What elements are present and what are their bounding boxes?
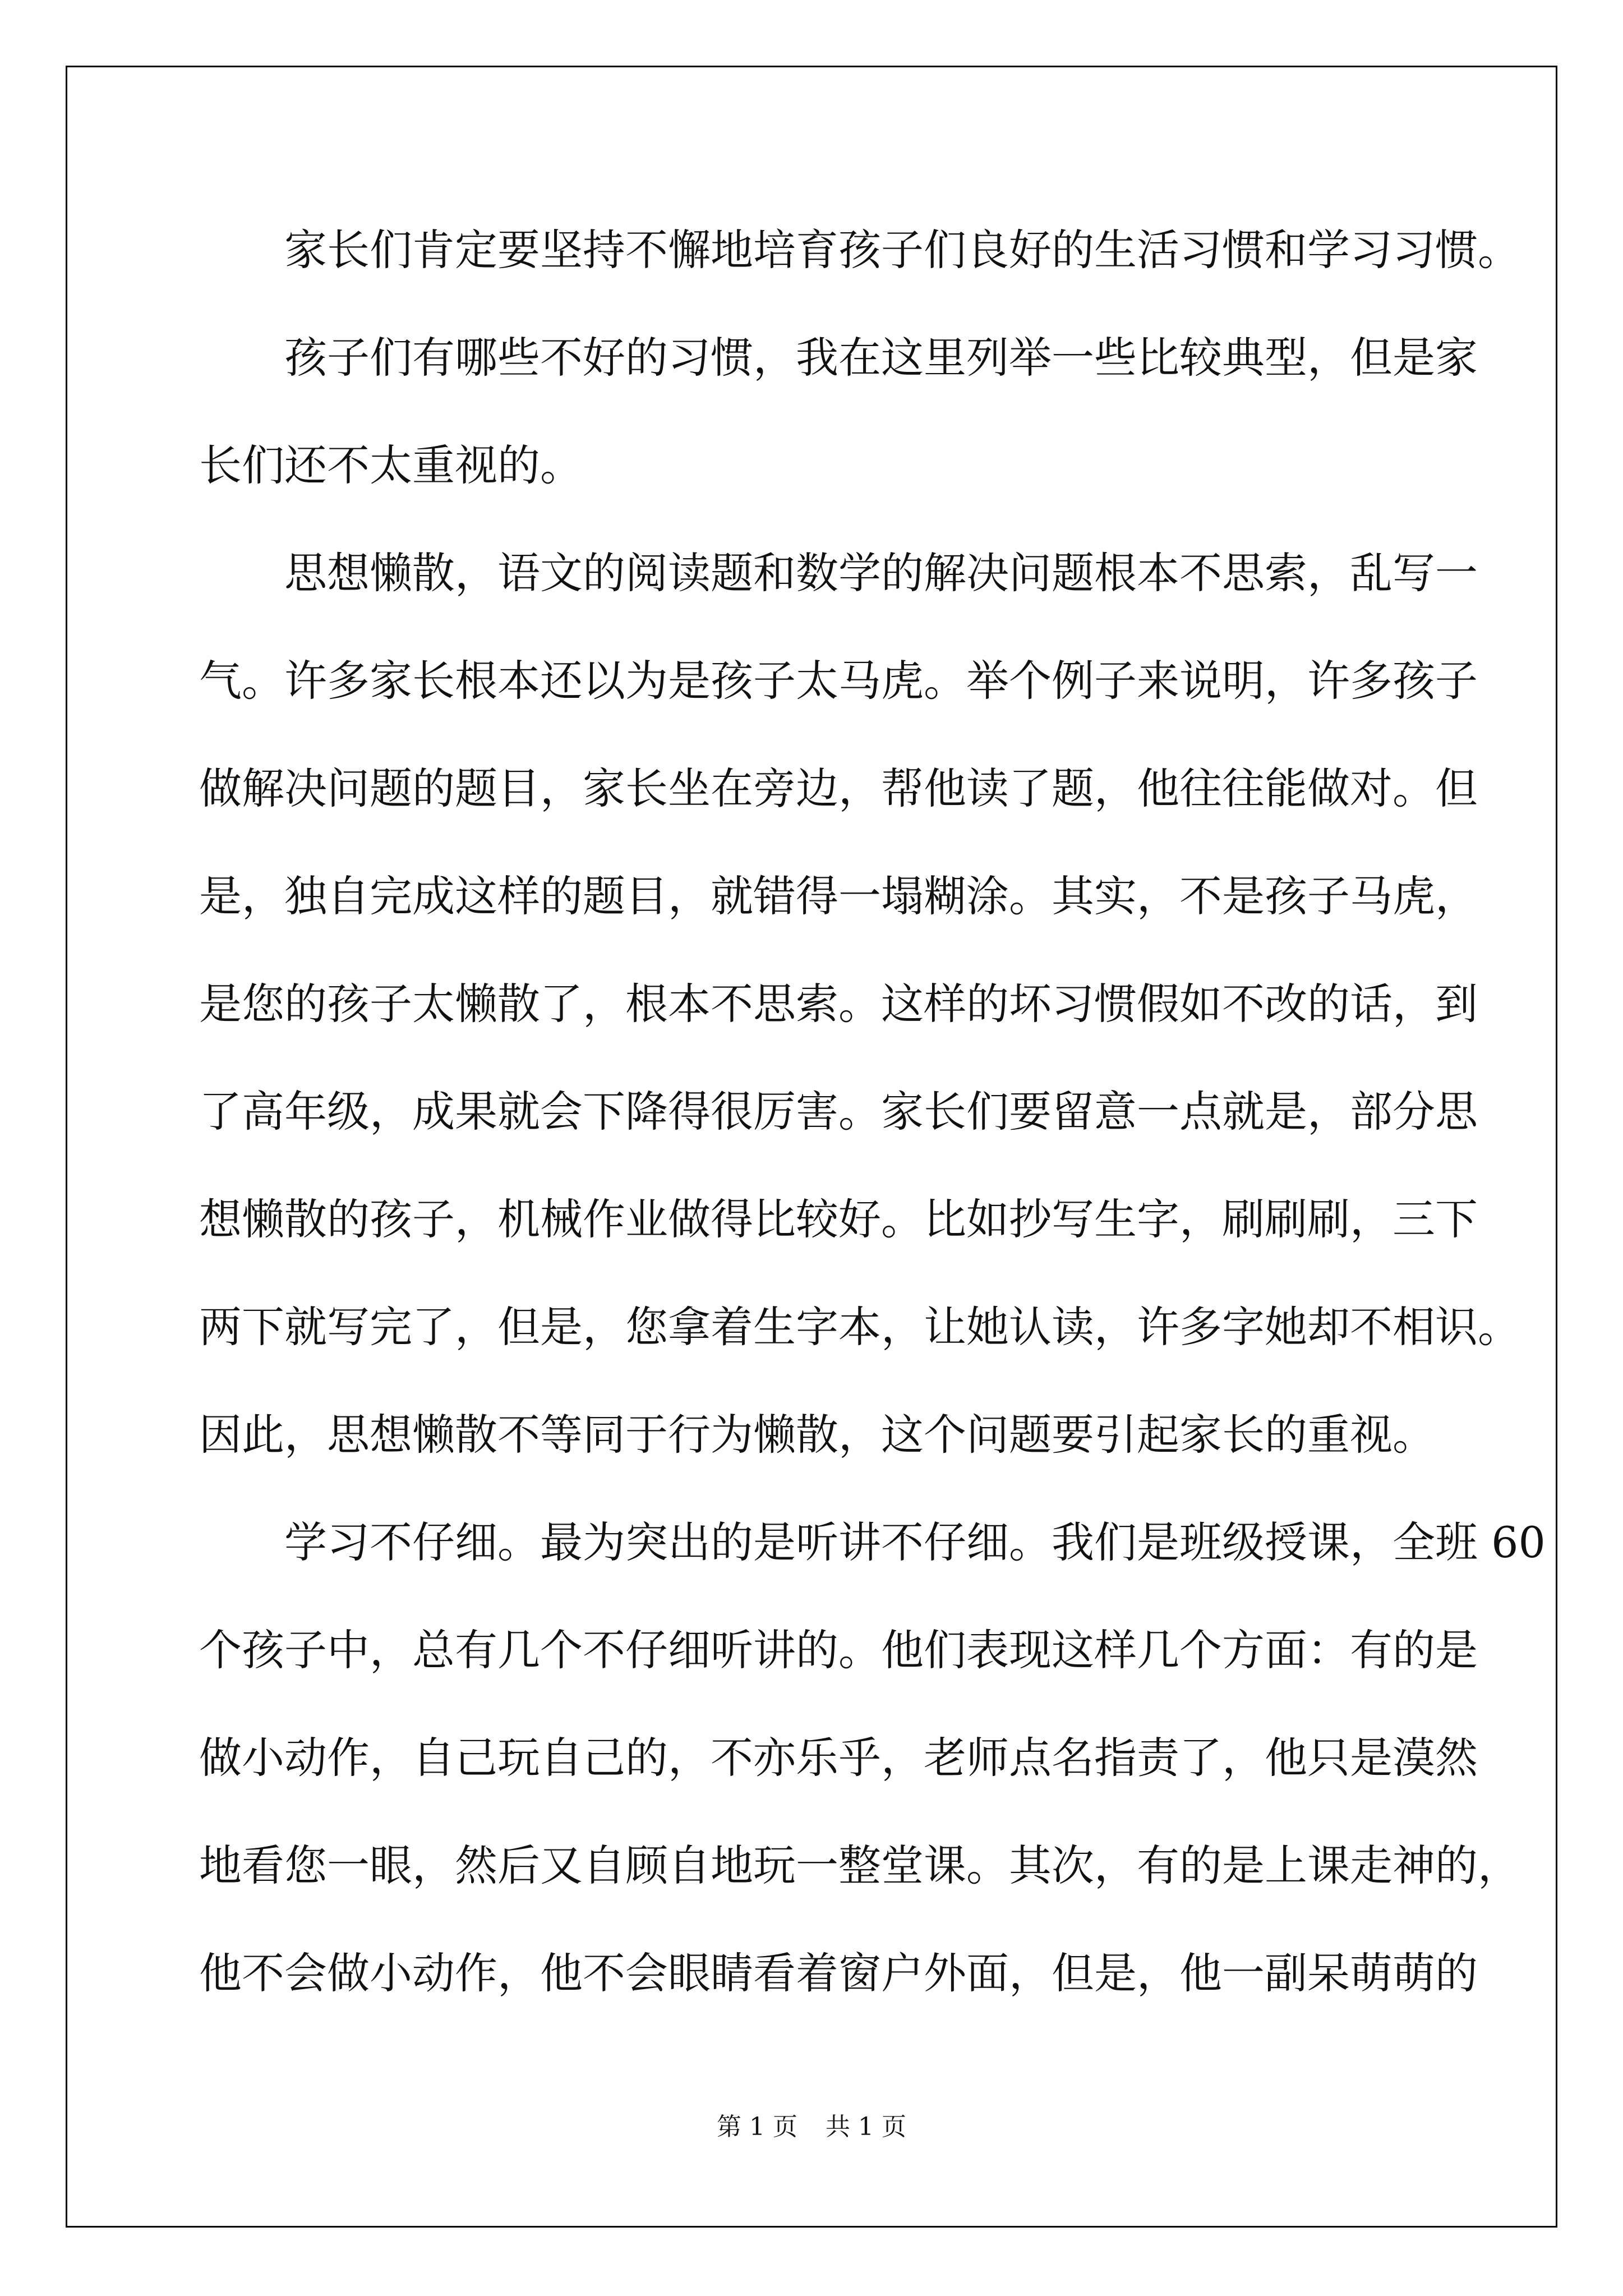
text-line: 长们还不太重视的。 [199, 440, 583, 490]
text-line: 个孩子中，总有几个不仔细听讲的。他们表现这样几个方面：有的是 [199, 1625, 1478, 1675]
text-line: 气。许多家长根本还以为是孩子太马虎。举个例子来说明，许多孩子 [199, 656, 1478, 706]
text-line: 孩子们有哪些不好的习惯，我在这里列举一些比较典型，但是家 [284, 333, 1478, 383]
document-body [199, 196, 1546, 2027]
page-total: 共 1 页 [826, 2113, 906, 2141]
text-line: 他不会做小动作，他不会眼睛看着窗户外面，但是，他一副呆萌萌的 [199, 1948, 1478, 1998]
paragraph-3 [199, 519, 1520, 1489]
paragraph-4 [199, 1489, 1546, 2027]
text-line: 两下就写完了，但是，您拿着生字本，让她认读，许多字她却不相识。 [199, 1302, 1520, 1352]
page-number: 第 1 页 [717, 2113, 797, 2141]
paragraph-2 [199, 304, 1478, 519]
page-footer [0, 2106, 1623, 2142]
text-line: 做小动作，自己玩自己的，不亦乐乎，老师点名指责了，他只是漠然 [199, 1733, 1478, 1783]
text-line: 是您的孩子太懒散了，根本不思索。这样的坏习惯假如不改的话，到 [199, 979, 1478, 1029]
paragraph-1 [199, 196, 1520, 304]
text-line: 做解决问题的题目，家长坐在旁边，帮他读了题，他往往能做对。但 [199, 763, 1478, 813]
text-line: 是，独自完成这样的题目，就错得一塌糊涂。其实，不是孩子马虎， [199, 871, 1478, 921]
text-line: 地看您一眼，然后又自顾自地玩一整堂课。其次，有的是上课走神的， [199, 1841, 1520, 1890]
text-line: 家长们肯定要坚持不懈地培育孩子们良好的生活习惯和学习习惯。 [284, 225, 1520, 275]
text-line: 想懒散的孩子，机械作业做得比较好。比如抄写生字，刷刷刷，三下 [199, 1194, 1478, 1244]
text-line: 了高年级，成果就会下降得很厉害。家长们要留意一点就是，部分思 [199, 1087, 1478, 1137]
text-line: 因此，思想懒散不等同于行为懒散，这个问题要引起家长的重视。 [199, 1410, 1435, 1460]
text-line: 思想懒散，语文的阅读题和数学的解决问题根本不思索，乱写一 [284, 548, 1478, 598]
text-line: 学习不仔细。最为突出的是听讲不仔细。我们是班级授课，全班 60 [284, 1517, 1546, 1567]
